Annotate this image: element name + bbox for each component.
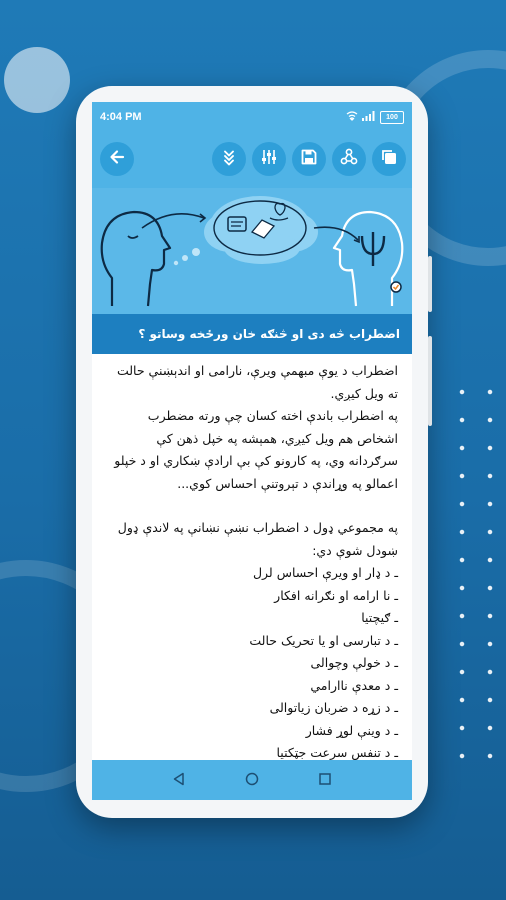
battery-level: 100 bbox=[386, 113, 398, 121]
nav-recents-button[interactable] bbox=[318, 771, 332, 790]
sliders-icon bbox=[260, 148, 278, 170]
back-arrow-icon bbox=[108, 148, 126, 170]
save-button[interactable] bbox=[292, 142, 326, 176]
status-time: 4:04 PM bbox=[100, 111, 142, 123]
wifi-icon bbox=[346, 111, 358, 124]
app-screen bbox=[92, 102, 412, 800]
article-title-bar bbox=[92, 314, 412, 354]
symptom-item: ـ د زړه د ضربان زیاتوالی bbox=[269, 700, 398, 715]
symptom-item: ـ د خولې وچوالی bbox=[310, 655, 398, 670]
nav-home-button[interactable] bbox=[245, 771, 259, 790]
article-paragraph: په اضطراب باندې اخته کسان چې ورته مضطرب اشخاص هم ویل کیږي، همېشه په خپل ذهن کې سرګردانه وي، په کارونو کې بې ارادې ښکاري او د خپلو اعمالو په وړاندې د تېروتنې احساس کوي... bbox=[114, 408, 398, 491]
symptom-item: ـ ګیچتیا bbox=[361, 610, 398, 625]
app-toolbar bbox=[92, 132, 412, 188]
power-button bbox=[428, 336, 432, 426]
system-nav-bar bbox=[92, 760, 412, 800]
share-button[interactable] bbox=[332, 142, 366, 176]
article-illustration bbox=[92, 188, 412, 314]
triangle-back-icon bbox=[172, 772, 186, 786]
article-paragraph: اضطراب د یوې مبهمې ویرې، نارامی او اندېښنې حالت ته ویل کیږي. bbox=[116, 363, 398, 401]
signal-icon bbox=[362, 111, 376, 124]
thought-cloud-icon bbox=[174, 196, 318, 265]
symptom-item: ـ د ډار او ویرې احساس لرل bbox=[252, 565, 398, 580]
symptom-item: ـ د تنفس سرعت جټکتیا bbox=[276, 745, 398, 760]
volume-button bbox=[428, 256, 432, 312]
symptoms-intro: په مجموعي ډول د اضطراب نښې نښانې په لاندې ډول ښودل شوې دي: bbox=[117, 520, 398, 558]
copy-button[interactable] bbox=[372, 142, 406, 176]
decorative-dot-grid bbox=[448, 378, 504, 778]
article-body bbox=[92, 354, 412, 766]
symptom-item: ـ د تبارسی او یا تحریک حالت bbox=[249, 632, 398, 648]
back-button[interactable] bbox=[100, 142, 134, 176]
symptom-item: ـ نا ارامه او نګرانه افکار bbox=[274, 587, 398, 603]
battery-icon bbox=[380, 111, 404, 124]
article-title: اضطراب څه دی او څنګه خان ورځخه وساتو ؟ bbox=[138, 327, 400, 341]
scroll-down-button[interactable] bbox=[212, 142, 246, 176]
decorative-circle bbox=[4, 47, 70, 113]
nav-back-button[interactable] bbox=[172, 771, 186, 790]
symptom-item: ـ د وینې لوړ فشار bbox=[305, 722, 398, 738]
copy-icon bbox=[380, 148, 398, 170]
settings-button[interactable] bbox=[252, 142, 286, 176]
double-chevron-down-icon bbox=[220, 148, 238, 170]
circle-home-icon bbox=[245, 772, 259, 786]
square-recents-icon bbox=[318, 772, 332, 786]
right-head-icon bbox=[334, 212, 402, 306]
status-bar bbox=[92, 102, 412, 132]
share-icon bbox=[340, 148, 358, 170]
paragraph-spacer bbox=[106, 495, 398, 517]
left-head-icon bbox=[102, 212, 170, 306]
symptom-item: ـ د معدې ناارامي bbox=[310, 677, 398, 693]
save-icon bbox=[300, 148, 318, 170]
